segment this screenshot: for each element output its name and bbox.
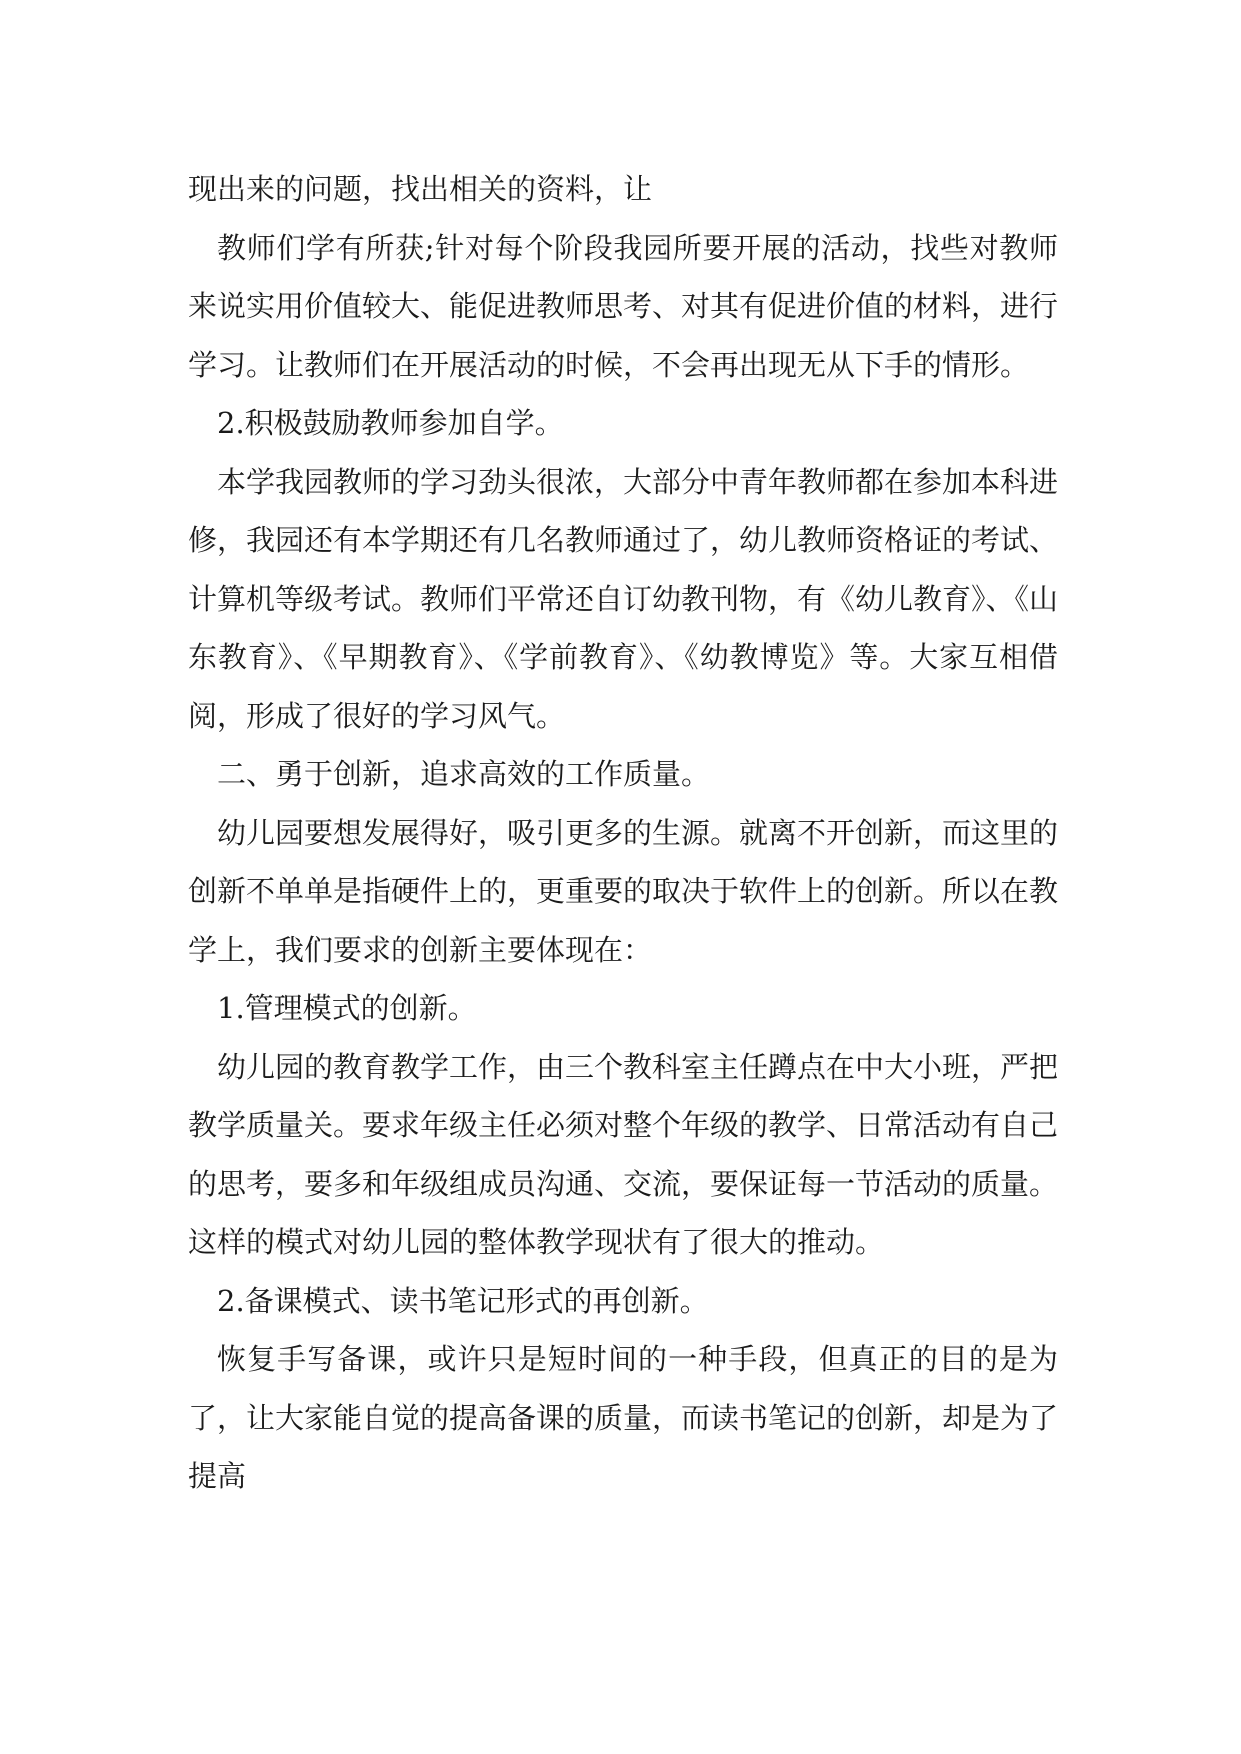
paragraph-2: 教师们学有所获;针对每个阶段我园所要开展的活动，找些对教师来说实用价值较大、能促进教师思考、对其有促进价值的材料，进行学习。让教师们在开展活动的时候，不会再出现无从下手的情形。 (188, 230, 1059, 382)
paragraph-6: 幼儿园要想发展得好，吸引更多的生源。就离不开创新，而这里的创新不单单是指硬件上的，更重要的取决于软件上的创新。所以在教学上，我们要求的创新主要体现在： (188, 815, 1059, 967)
section-heading-2: 二、勇于创新，追求高效的工作质量。 (217, 757, 711, 791)
paragraph-1: 现出来的问题，找出相关的资料，让 (188, 172, 653, 206)
document-body (188, 160, 1058, 1506)
subheading-2: 2.备课模式、读书笔记形式的再创新。 (217, 1283, 709, 1318)
paragraph-4: 本学我园教师的学习劲头很浓，大部分中青年教师都在参加本科进修，我园还有本学期还有几名教师通过了，幼儿教师资格证的考试、计算机等级考试。教师们平常还自订幼教刊物，有《幼儿教育》、《山东教育》、《早期教育》、《学前教育》、《幼教博览》等。大家互相借阅，形成了很好的学习风气。 (188, 464, 1059, 733)
paragraph-8: 幼儿园的教育教学工作，由三个教科室主任蹲点在中大小班，严把教学质量关。要求年级主任必须对整个年级的教学、日常活动有自己的思考，要多和年级组成员沟通、交流，要保证每一节活动的质量。这样的模式对幼儿园的整体教学现状有了很大的推动。 (188, 1049, 1059, 1259)
paragraph-3: 2.积极鼓励教师参加自学。 (217, 406, 564, 440)
subheading-1: 1.管理模式的创新。 (217, 991, 477, 1025)
paragraph-10: 恢复手写备课，或许只是短时间的一种手段，但真正的目的是为了，让大家能自觉的提高备课的质量，而读书笔记的创新，却是为了提高 (188, 1342, 1059, 1493)
